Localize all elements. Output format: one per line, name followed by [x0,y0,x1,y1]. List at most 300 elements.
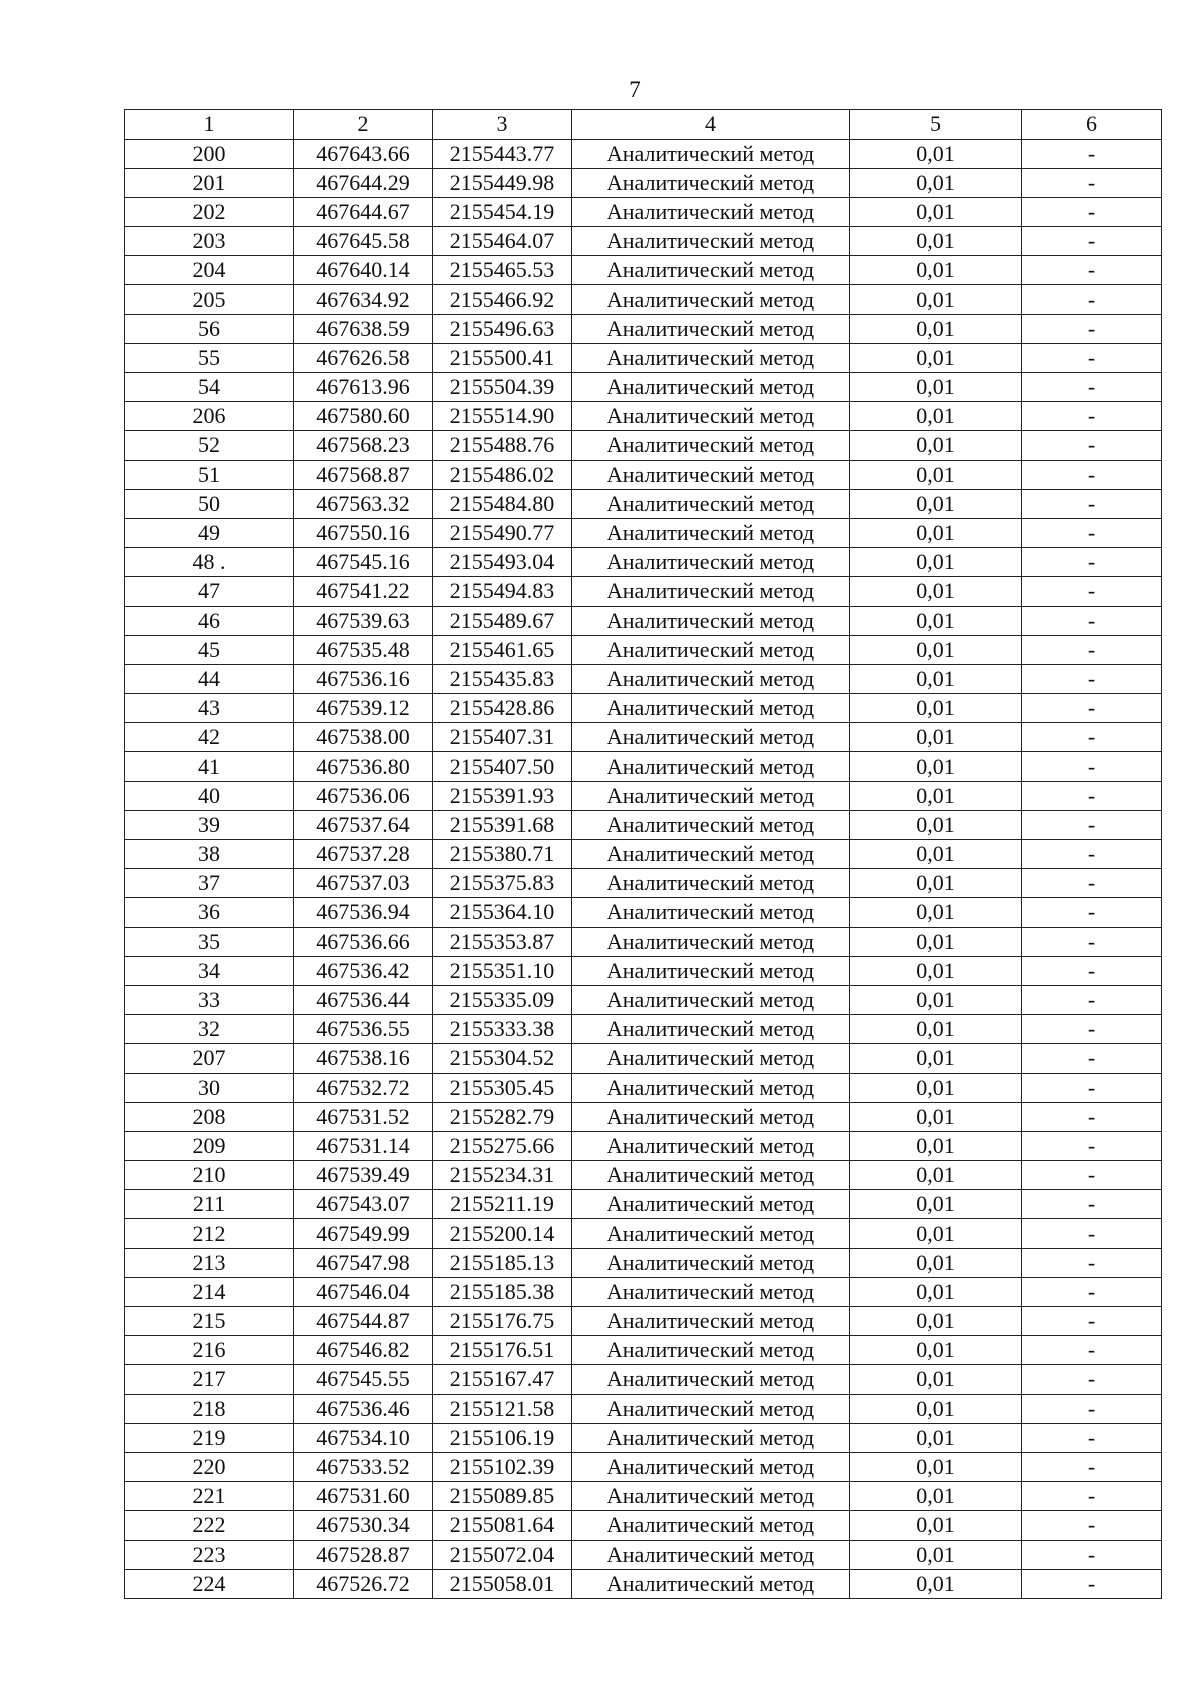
point-number-cell: 55 [125,343,294,372]
note-cell: - [1022,373,1162,402]
y-coordinate-cell: 2155167.47 [433,1365,572,1394]
y-coordinate-cell: 2155282.79 [433,1102,572,1131]
note-cell: - [1022,518,1162,547]
x-coordinate-cell: 467538.16 [294,1044,433,1073]
x-coordinate-cell: 467528.87 [294,1540,433,1569]
point-number-cell: 222 [125,1511,294,1540]
accuracy-cell: 0,01 [850,1394,1022,1423]
method-cell: Аналитический метод [572,752,850,781]
method-cell: Аналитический метод [572,343,850,372]
note-cell: - [1022,1219,1162,1248]
x-coordinate-cell: 467531.14 [294,1131,433,1160]
table-row [125,606,1162,635]
x-coordinate-cell: 467533.52 [294,1452,433,1481]
table-body [125,139,1162,1598]
y-coordinate-cell: 2155234.31 [433,1161,572,1190]
point-number-cell: 202 [125,197,294,226]
method-cell: Аналитический метод [572,460,850,489]
x-coordinate-cell: 467537.03 [294,869,433,898]
accuracy-cell: 0,01 [850,810,1022,839]
method-cell: Аналитический метод [572,1423,850,1452]
y-coordinate-cell: 2155464.07 [433,227,572,256]
accuracy-cell: 0,01 [850,1102,1022,1131]
note-cell: - [1022,1423,1162,1452]
note-cell: - [1022,1540,1162,1569]
point-number-cell: 51 [125,460,294,489]
note-cell: - [1022,1277,1162,1306]
method-cell: Аналитический метод [572,373,850,402]
accuracy-cell: 0,01 [850,139,1022,168]
point-number-cell: 208 [125,1102,294,1131]
note-cell: - [1022,1452,1162,1481]
point-number-cell: 40 [125,781,294,810]
x-coordinate-cell: 467536.94 [294,898,433,927]
accuracy-cell: 0,01 [850,752,1022,781]
point-number-cell: 207 [125,1044,294,1073]
y-coordinate-cell: 2155496.63 [433,314,572,343]
method-cell: Аналитический метод [572,898,850,927]
note-cell: - [1022,869,1162,898]
table-row [125,1044,1162,1073]
note-cell: - [1022,489,1162,518]
point-number-cell: 200 [125,139,294,168]
x-coordinate-cell: 467537.28 [294,840,433,869]
column-header-1: 1 [125,110,294,140]
note-cell: - [1022,168,1162,197]
point-number-cell: 46 [125,606,294,635]
point-number-cell: 30 [125,1073,294,1102]
x-coordinate-cell: 467563.32 [294,489,433,518]
note-cell: - [1022,1073,1162,1102]
y-coordinate-cell: 2155504.39 [433,373,572,402]
method-cell: Аналитический метод [572,810,850,839]
x-coordinate-cell: 467538.00 [294,723,433,752]
accuracy-cell: 0,01 [850,1423,1022,1452]
y-coordinate-cell: 2155275.66 [433,1131,572,1160]
accuracy-cell: 0,01 [850,314,1022,343]
y-coordinate-cell: 2155493.04 [433,548,572,577]
table-row [125,256,1162,285]
point-number-cell: 223 [125,1540,294,1569]
x-coordinate-cell: 467543.07 [294,1190,433,1219]
point-number-cell: 45 [125,635,294,664]
x-coordinate-cell: 467643.66 [294,139,433,168]
x-coordinate-cell: 467568.23 [294,431,433,460]
x-coordinate-cell: 467580.60 [294,402,433,431]
point-number-cell: 221 [125,1482,294,1511]
y-coordinate-cell: 2155428.86 [433,694,572,723]
method-cell: Аналитический метод [572,1452,850,1481]
y-coordinate-cell: 2155435.83 [433,664,572,693]
point-number-cell: 34 [125,956,294,985]
method-cell: Аналитический метод [572,168,850,197]
note-cell: - [1022,1248,1162,1277]
x-coordinate-cell: 467544.87 [294,1307,433,1336]
method-cell: Аналитический метод [572,723,850,752]
accuracy-cell: 0,01 [850,1190,1022,1219]
note-cell: - [1022,577,1162,606]
note-cell: - [1022,1015,1162,1044]
note-cell: - [1022,1190,1162,1219]
point-number-cell: 56 [125,314,294,343]
y-coordinate-cell: 2155494.83 [433,577,572,606]
y-coordinate-cell: 2155072.04 [433,1540,572,1569]
note-cell: - [1022,548,1162,577]
point-number-cell: 215 [125,1307,294,1336]
table-row [125,343,1162,372]
note-cell: - [1022,460,1162,489]
accuracy-cell: 0,01 [850,723,1022,752]
note-cell: - [1022,1394,1162,1423]
method-cell: Аналитический метод [572,781,850,810]
point-number-cell: 220 [125,1452,294,1481]
method-cell: Аналитический метод [572,956,850,985]
accuracy-cell: 0,01 [850,985,1022,1014]
point-number-cell: 203 [125,227,294,256]
method-cell: Аналитический метод [572,1044,850,1073]
table-row [125,1102,1162,1131]
accuracy-cell: 0,01 [850,1161,1022,1190]
note-cell: - [1022,1131,1162,1160]
x-coordinate-cell: 467634.92 [294,285,433,314]
note-cell: - [1022,723,1162,752]
y-coordinate-cell: 2155484.80 [433,489,572,518]
y-coordinate-cell: 2155106.19 [433,1423,572,1452]
y-coordinate-cell: 2155380.71 [433,840,572,869]
method-cell: Аналитический метод [572,1569,850,1598]
accuracy-cell: 0,01 [850,197,1022,226]
x-coordinate-cell: 467531.52 [294,1102,433,1131]
accuracy-cell: 0,01 [850,256,1022,285]
table-row [125,1248,1162,1277]
table-row [125,1569,1162,1598]
x-coordinate-cell: 467550.16 [294,518,433,547]
accuracy-cell: 0,01 [850,1336,1022,1365]
point-number-cell: 35 [125,927,294,956]
table-row [125,1219,1162,1248]
accuracy-cell: 0,01 [850,1482,1022,1511]
accuracy-cell: 0,01 [850,431,1022,460]
table-row [125,1015,1162,1044]
point-number-cell: 33 [125,985,294,1014]
method-cell: Аналитический метод [572,489,850,518]
x-coordinate-cell: 467530.34 [294,1511,433,1540]
y-coordinate-cell: 2155443.77 [433,139,572,168]
x-coordinate-cell: 467534.10 [294,1423,433,1452]
accuracy-cell: 0,01 [850,1569,1022,1598]
x-coordinate-cell: 467568.87 [294,460,433,489]
method-cell: Аналитический метод [572,694,850,723]
table-row [125,985,1162,1014]
x-coordinate-cell: 467546.82 [294,1336,433,1365]
point-number-cell: 50 [125,489,294,518]
accuracy-cell: 0,01 [850,402,1022,431]
x-coordinate-cell: 467526.72 [294,1569,433,1598]
accuracy-cell: 0,01 [850,781,1022,810]
y-coordinate-cell: 2155335.09 [433,985,572,1014]
table-row [125,1190,1162,1219]
accuracy-cell: 0,01 [850,548,1022,577]
note-cell: - [1022,1482,1162,1511]
table-row [125,664,1162,693]
table-row [125,781,1162,810]
method-cell: Аналитический метод [572,869,850,898]
point-number-cell: 32 [125,1015,294,1044]
table-row [125,1336,1162,1365]
table-row [125,1511,1162,1540]
point-number-cell: 209 [125,1131,294,1160]
x-coordinate-cell: 467549.99 [294,1219,433,1248]
point-number-cell: 210 [125,1161,294,1190]
accuracy-cell: 0,01 [850,1015,1022,1044]
note-cell: - [1022,1336,1162,1365]
column-header-2: 2 [294,110,433,140]
y-coordinate-cell: 2155058.01 [433,1569,572,1598]
table-row [125,489,1162,518]
method-cell: Аналитический метод [572,985,850,1014]
column-header-5: 5 [850,110,1022,140]
table-row [125,577,1162,606]
point-number-cell: 41 [125,752,294,781]
note-cell: - [1022,956,1162,985]
note-cell: - [1022,314,1162,343]
table-row [125,314,1162,343]
note-cell: - [1022,927,1162,956]
table-row [125,810,1162,839]
method-cell: Аналитический метод [572,927,850,956]
x-coordinate-cell: 467539.49 [294,1161,433,1190]
method-cell: Аналитический метод [572,1365,850,1394]
note-cell: - [1022,197,1162,226]
note-cell: - [1022,898,1162,927]
point-number-cell: 36 [125,898,294,927]
table-row [125,1365,1162,1394]
method-cell: Аналитический метод [572,518,850,547]
method-cell: Аналитический метод [572,1219,850,1248]
accuracy-cell: 0,01 [850,1307,1022,1336]
accuracy-cell: 0,01 [850,1219,1022,1248]
note-cell: - [1022,985,1162,1014]
note-cell: - [1022,810,1162,839]
point-number-cell: 47 [125,577,294,606]
method-cell: Аналитический метод [572,1190,850,1219]
table-header-row [125,110,1162,140]
x-coordinate-cell: 467536.46 [294,1394,433,1423]
method-cell: Аналитический метод [572,1015,850,1044]
accuracy-cell: 0,01 [850,577,1022,606]
table-row [125,548,1162,577]
accuracy-cell: 0,01 [850,1511,1022,1540]
x-coordinate-cell: 467541.22 [294,577,433,606]
x-coordinate-cell: 467537.64 [294,810,433,839]
method-cell: Аналитический метод [572,1161,850,1190]
x-coordinate-cell: 467545.16 [294,548,433,577]
accuracy-cell: 0,01 [850,373,1022,402]
y-coordinate-cell: 2155304.52 [433,1044,572,1073]
x-coordinate-cell: 467535.48 [294,635,433,664]
point-number-cell: 42 [125,723,294,752]
point-number-cell: 37 [125,869,294,898]
method-cell: Аналитический метод [572,1540,850,1569]
accuracy-cell: 0,01 [850,343,1022,372]
y-coordinate-cell: 2155364.10 [433,898,572,927]
point-number-cell: 48 . [125,548,294,577]
accuracy-cell: 0,01 [850,635,1022,664]
table-row [125,518,1162,547]
x-coordinate-cell: 467645.58 [294,227,433,256]
method-cell: Аналитический метод [572,1511,850,1540]
method-cell: Аналитический метод [572,635,850,664]
method-cell: Аналитический метод [572,548,850,577]
accuracy-cell: 0,01 [850,606,1022,635]
y-coordinate-cell: 2155305.45 [433,1073,572,1102]
y-coordinate-cell: 2155465.53 [433,256,572,285]
y-coordinate-cell: 2155089.85 [433,1482,572,1511]
point-number-cell: 204 [125,256,294,285]
accuracy-cell: 0,01 [850,1452,1022,1481]
method-cell: Аналитический метод [572,577,850,606]
table-row [125,1131,1162,1160]
accuracy-cell: 0,01 [850,489,1022,518]
y-coordinate-cell: 2155461.65 [433,635,572,664]
column-header-6: 6 [1022,110,1162,140]
x-coordinate-cell: 467536.06 [294,781,433,810]
note-cell: - [1022,1307,1162,1336]
y-coordinate-cell: 2155351.10 [433,956,572,985]
note-cell: - [1022,139,1162,168]
method-cell: Аналитический метод [572,664,850,693]
method-cell: Аналитический метод [572,1394,850,1423]
y-coordinate-cell: 2155466.92 [433,285,572,314]
accuracy-cell: 0,01 [850,1044,1022,1073]
point-number-cell: 224 [125,1569,294,1598]
y-coordinate-cell: 2155391.93 [433,781,572,810]
accuracy-cell: 0,01 [850,285,1022,314]
point-number-cell: 44 [125,664,294,693]
note-cell: - [1022,635,1162,664]
y-coordinate-cell: 2155514.90 [433,402,572,431]
note-cell: - [1022,1511,1162,1540]
table-row [125,285,1162,314]
point-number-cell: 205 [125,285,294,314]
x-coordinate-cell: 467532.72 [294,1073,433,1102]
table-row [125,460,1162,489]
method-cell: Аналитический метод [572,840,850,869]
y-coordinate-cell: 2155454.19 [433,197,572,226]
y-coordinate-cell: 2155102.39 [433,1452,572,1481]
y-coordinate-cell: 2155081.64 [433,1511,572,1540]
point-number-cell: 218 [125,1394,294,1423]
accuracy-cell: 0,01 [850,1540,1022,1569]
point-number-cell: 52 [125,431,294,460]
point-number-cell: 219 [125,1423,294,1452]
y-coordinate-cell: 2155489.67 [433,606,572,635]
y-coordinate-cell: 2155488.76 [433,431,572,460]
y-coordinate-cell: 2155391.68 [433,810,572,839]
method-cell: Аналитический метод [572,197,850,226]
y-coordinate-cell: 2155211.19 [433,1190,572,1219]
accuracy-cell: 0,01 [850,1073,1022,1102]
note-cell: - [1022,402,1162,431]
point-number-cell: 216 [125,1336,294,1365]
accuracy-cell: 0,01 [850,694,1022,723]
accuracy-cell: 0,01 [850,956,1022,985]
method-cell: Аналитический метод [572,139,850,168]
note-cell: - [1022,1365,1162,1394]
y-coordinate-cell: 2155449.98 [433,168,572,197]
table-row [125,752,1162,781]
y-coordinate-cell: 2155185.13 [433,1248,572,1277]
y-coordinate-cell: 2155500.41 [433,343,572,372]
point-number-cell: 54 [125,373,294,402]
note-cell: - [1022,752,1162,781]
accuracy-cell: 0,01 [850,869,1022,898]
method-cell: Аналитический метод [572,1277,850,1306]
method-cell: Аналитический метод [572,1336,850,1365]
method-cell: Аналитический метод [572,431,850,460]
table-row [125,869,1162,898]
accuracy-cell: 0,01 [850,1365,1022,1394]
accuracy-cell: 0,01 [850,168,1022,197]
accuracy-cell: 0,01 [850,518,1022,547]
method-cell: Аналитический метод [572,1073,850,1102]
x-coordinate-cell: 467644.29 [294,168,433,197]
x-coordinate-cell: 467536.16 [294,664,433,693]
x-coordinate-cell: 467536.55 [294,1015,433,1044]
table-row [125,840,1162,869]
point-number-cell: 39 [125,810,294,839]
accuracy-cell: 0,01 [850,1248,1022,1277]
y-coordinate-cell: 2155407.50 [433,752,572,781]
table-row [125,635,1162,664]
x-coordinate-cell: 467545.55 [294,1365,433,1394]
x-coordinate-cell: 467536.66 [294,927,433,956]
x-coordinate-cell: 467531.60 [294,1482,433,1511]
accuracy-cell: 0,01 [850,1131,1022,1160]
table-row [125,227,1162,256]
note-cell: - [1022,285,1162,314]
accuracy-cell: 0,01 [850,1277,1022,1306]
y-coordinate-cell: 2155176.75 [433,1307,572,1336]
x-coordinate-cell: 467536.80 [294,752,433,781]
y-coordinate-cell: 2155200.14 [433,1219,572,1248]
method-cell: Аналитический метод [572,1482,850,1511]
accuracy-cell: 0,01 [850,927,1022,956]
point-number-cell: 212 [125,1219,294,1248]
x-coordinate-cell: 467644.67 [294,197,433,226]
table-row [125,898,1162,927]
point-number-cell: 206 [125,402,294,431]
point-number-cell: 38 [125,840,294,869]
note-cell: - [1022,227,1162,256]
point-number-cell: 214 [125,1277,294,1306]
accuracy-cell: 0,01 [850,898,1022,927]
table-row [125,723,1162,752]
table-row [125,402,1162,431]
table-row [125,373,1162,402]
column-header-4: 4 [572,110,850,140]
table-row [125,1073,1162,1102]
table-row [125,1540,1162,1569]
note-cell: - [1022,1102,1162,1131]
table-row [125,694,1162,723]
y-coordinate-cell: 2155490.77 [433,518,572,547]
note-cell: - [1022,694,1162,723]
accuracy-cell: 0,01 [850,460,1022,489]
accuracy-cell: 0,01 [850,840,1022,869]
y-coordinate-cell: 2155176.51 [433,1336,572,1365]
point-number-cell: 211 [125,1190,294,1219]
